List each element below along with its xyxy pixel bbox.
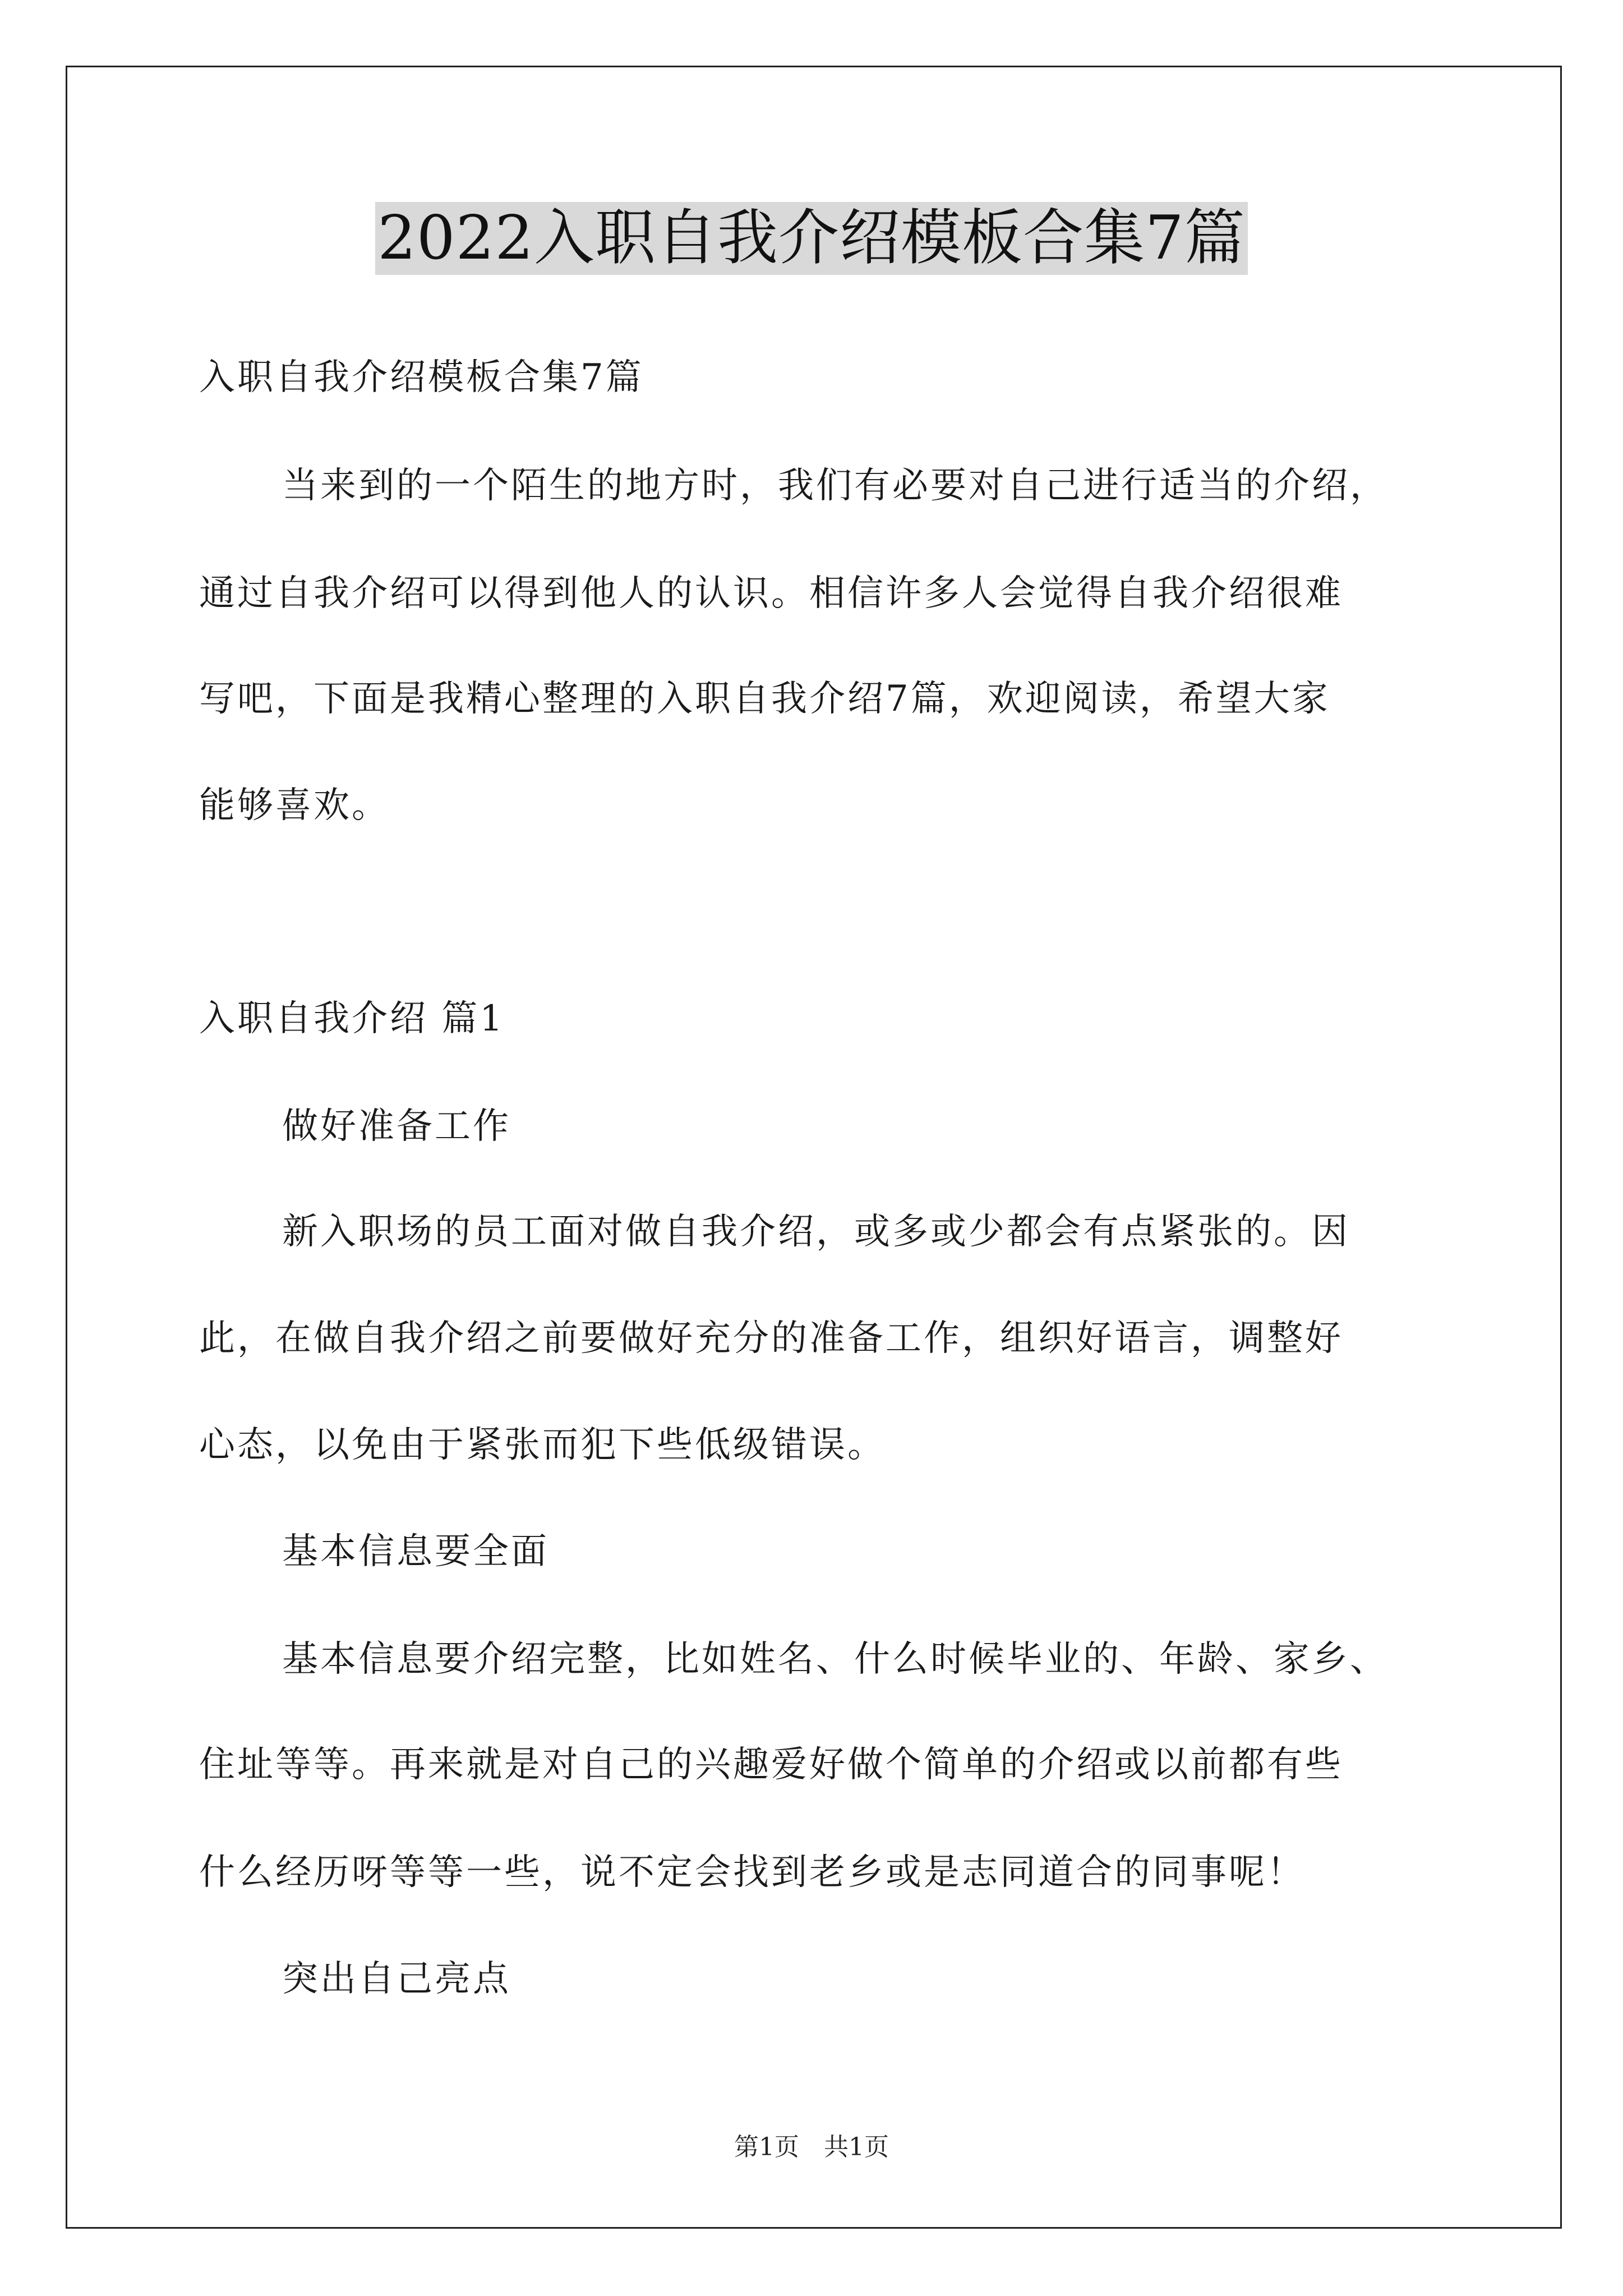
document-subtitle: 入职自我介绍模板合集7篇: [199, 357, 644, 398]
intro-line-2: 通过自我介绍可以得到他人的认识。相信许多人会觉得自我介绍很难: [199, 573, 1343, 614]
section-heading: 入职自我介绍 篇1: [199, 998, 505, 1039]
subheading-highlights: 突出自己亮点: [282, 1958, 511, 2000]
intro-line-1: 当来到的一个陌生的地方时，我们有必要对自己进行适当的介绍，: [282, 465, 1388, 507]
paragraph-1-line-3: 心态，以免由于紧张而犯下些低级错误。: [199, 1424, 886, 1466]
paragraph-2-line-3: 什么经历呀等等一些，说不定会找到老乡或是志同道合的同事呢！: [199, 1852, 1305, 1893]
title-container: [0, 202, 1623, 275]
paragraph-1-line-2: 此，在做自我介绍之前要做好充分的准备工作，组织好语言，调整好: [199, 1318, 1343, 1359]
intro-line-4: 能够喜欢。: [199, 785, 390, 826]
intro-line-3: 写吧，下面是我精心整理的入职自我介绍7篇，欢迎阅读，希望大家: [199, 678, 1330, 720]
paragraph-2-line-2: 住址等等。再来就是对自己的兴趣爱好做个简单的介绍或以前都有些: [199, 1744, 1343, 1786]
page-footer: 第1页 共1页: [734, 2133, 889, 2161]
subheading-basic-info: 基本信息要全面: [282, 1531, 549, 1572]
paragraph-1-line-1: 新入职场的员工面对做自我介绍，或多或少都会有点紧张的。因: [282, 1211, 1350, 1253]
document-title: 2022入职自我介绍模板合集7篇: [375, 202, 1248, 275]
paragraph-2-line-1: 基本信息要介绍完整，比如姓名、什么时候毕业的、年龄、家乡、: [282, 1639, 1388, 1680]
subheading-preparation: 做好准备工作: [282, 1106, 511, 1147]
